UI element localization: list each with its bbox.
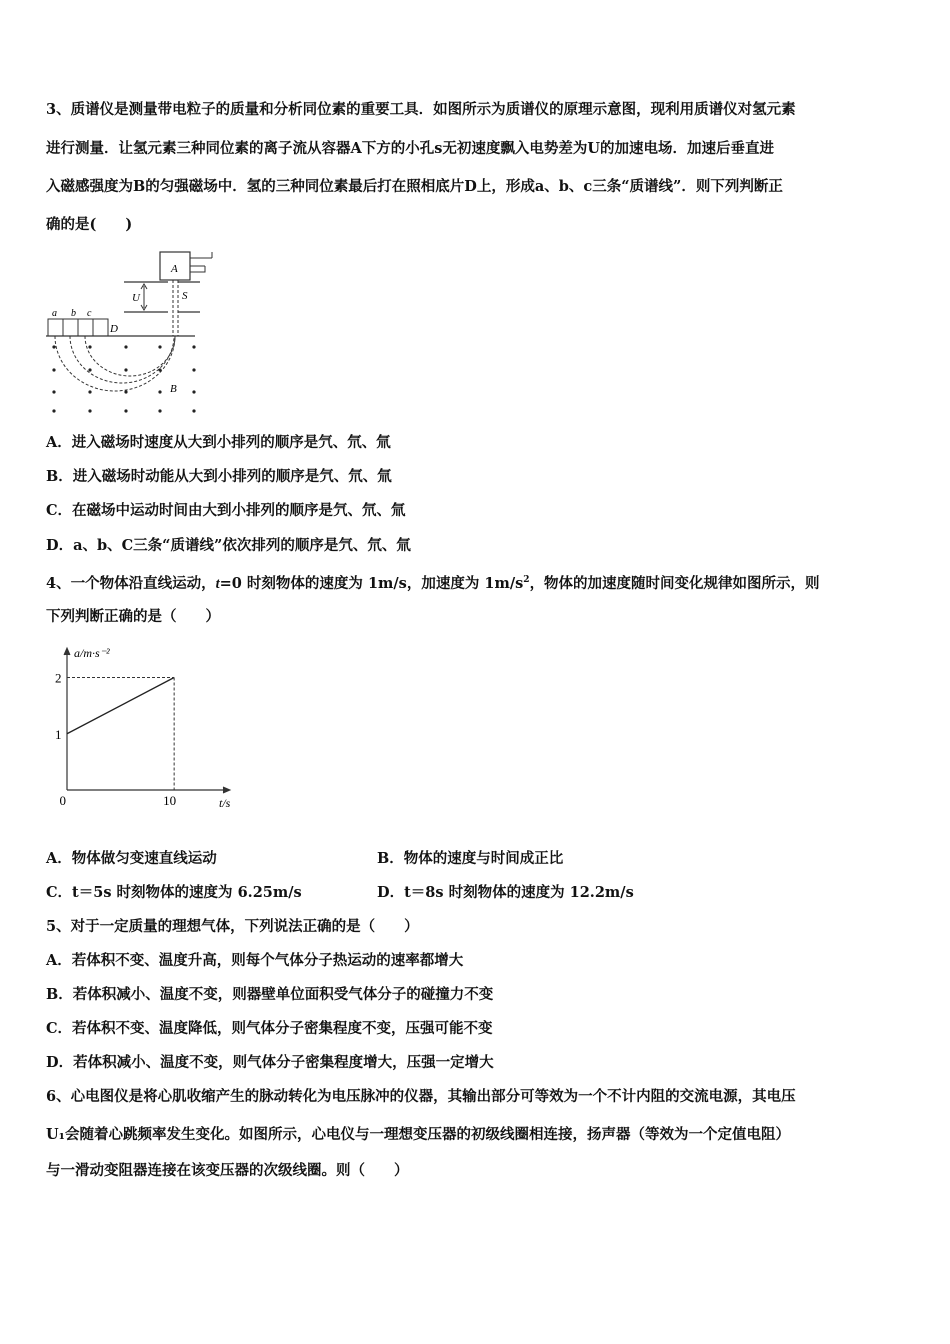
q3-stem-line-4: 确的是( ) xyxy=(46,216,133,233)
label-a-container: A xyxy=(171,263,178,275)
label-c: c xyxy=(87,308,92,319)
q4-stem-line-2: 下列判断正确的是（ ） xyxy=(46,608,220,625)
label-s: S xyxy=(182,290,188,302)
label-b: b xyxy=(71,308,76,319)
y-tick-label: 2 xyxy=(55,670,62,686)
magnetic-field-dots xyxy=(52,345,195,412)
q5-option-d: D．若体积减小、温度不变，则气体分子密集程度增大，压强一定增大 xyxy=(46,1054,494,1071)
q4-option-a: A．物体做匀变速直线运动 xyxy=(46,850,217,867)
acceleration-time-chart xyxy=(40,640,240,815)
q3-stem-line-3: 入磁感强度为B的匀强磁场中．氢的三种同位素最后打在照相底片D上，形成a、b、c三条“质谱线”．则下列判断正 xyxy=(46,178,783,195)
q3-option-a: A．进入磁场时速度从大到小排列的顺序是氕、氘、氚 xyxy=(46,434,391,451)
q6-stem-line-1: 6、心电图仪是将心肌收缩产生的脉动转化为电压脉冲的仪器，其输出部分可等效为一个不计内阻的交流电源，其电压 xyxy=(46,1088,796,1105)
q3-option-d: D．a、b、C三条“质谱线”依次排列的顺序是氕、氘、氚 xyxy=(46,537,411,554)
label-a: a xyxy=(52,308,57,319)
q3-stem-line-2: 进行测量．让氢元素三种同位素的离子流从容器A下方的小孔s无初速度飘入电势差为U的加速电场．加速后垂直进 xyxy=(46,140,775,157)
x-tick-label: 10 xyxy=(163,793,177,808)
label-b-field: B xyxy=(170,383,177,395)
label-d: D xyxy=(110,323,118,335)
x-axis-label: t/s xyxy=(219,796,231,810)
q4-option-b: B．物体的速度与时间成正比 xyxy=(377,850,564,867)
q6-stem-line-2: U₁会随着心跳频率发生变化。如图所示，心电仪与一理想变压器的初级线圈相连接，扬声器（等效为一个定值电阻） xyxy=(46,1126,790,1143)
series-line xyxy=(67,678,174,734)
q4-line1-post: ，物体的加速度随时间变化规律如图所示，则 xyxy=(529,574,820,592)
q4-line1-pre: 4、一个物体沿直线运动， xyxy=(46,574,216,592)
x-axis-arrow xyxy=(223,787,230,793)
q5-option-c: C．若体积不变、温度降低，则气体分子密集程度不变，压强可能不变 xyxy=(46,1020,493,1037)
q3-option-b: B．进入磁场时动能从大到小排列的顺序是氕、氘、氚 xyxy=(46,468,392,485)
q5-option-b: B．若体积减小、温度不变，则器壁单位面积受气体分子的碰撞力不变 xyxy=(46,986,494,1003)
q5-stem: 5、对于一定质量的理想气体，下列说法正确的是（ ） xyxy=(46,918,419,935)
y-axis-label: a/m·s⁻² xyxy=(74,646,110,660)
q3-option-c: C．在磁场中运动时间由大到小排列的顺序是氕、氘、氚 xyxy=(46,502,406,519)
label-u: U xyxy=(132,292,140,304)
mass-spectrometer-figure xyxy=(40,244,230,419)
q4-line1-mid: =0 时刻物体的速度为 1m/s，加速度为 1m/s xyxy=(219,574,524,592)
y-axis-arrow xyxy=(64,648,70,655)
q6-stem-line-3: 与一滑动变阻器连接在该变压器的次级线圈。则（ ） xyxy=(46,1162,409,1179)
x-tick-label: 0 xyxy=(59,793,66,808)
q4-option-d: D．t＝8s 时刻物体的速度为 12.2m/s xyxy=(377,884,634,901)
q4-line1-t: t xyxy=(215,575,220,592)
q4-line1-sup: 2 xyxy=(523,575,530,585)
y-tick-label: 1 xyxy=(55,726,62,742)
q4-option-c: C．t＝5s 时刻物体的速度为 6.25m/s xyxy=(46,884,302,901)
q3-stem-line-1: 3、质谱仪是测量带电粒子的质量和分析同位素的重要工具．如图所示为质谱仪的原理示意图，现利用质谱仪对氢元素 xyxy=(46,101,796,118)
q4-stem-line-1 xyxy=(46,570,820,594)
q5-option-a: A．若体积不变、温度升高，则每个气体分子热运动的速率都增大 xyxy=(46,952,464,969)
